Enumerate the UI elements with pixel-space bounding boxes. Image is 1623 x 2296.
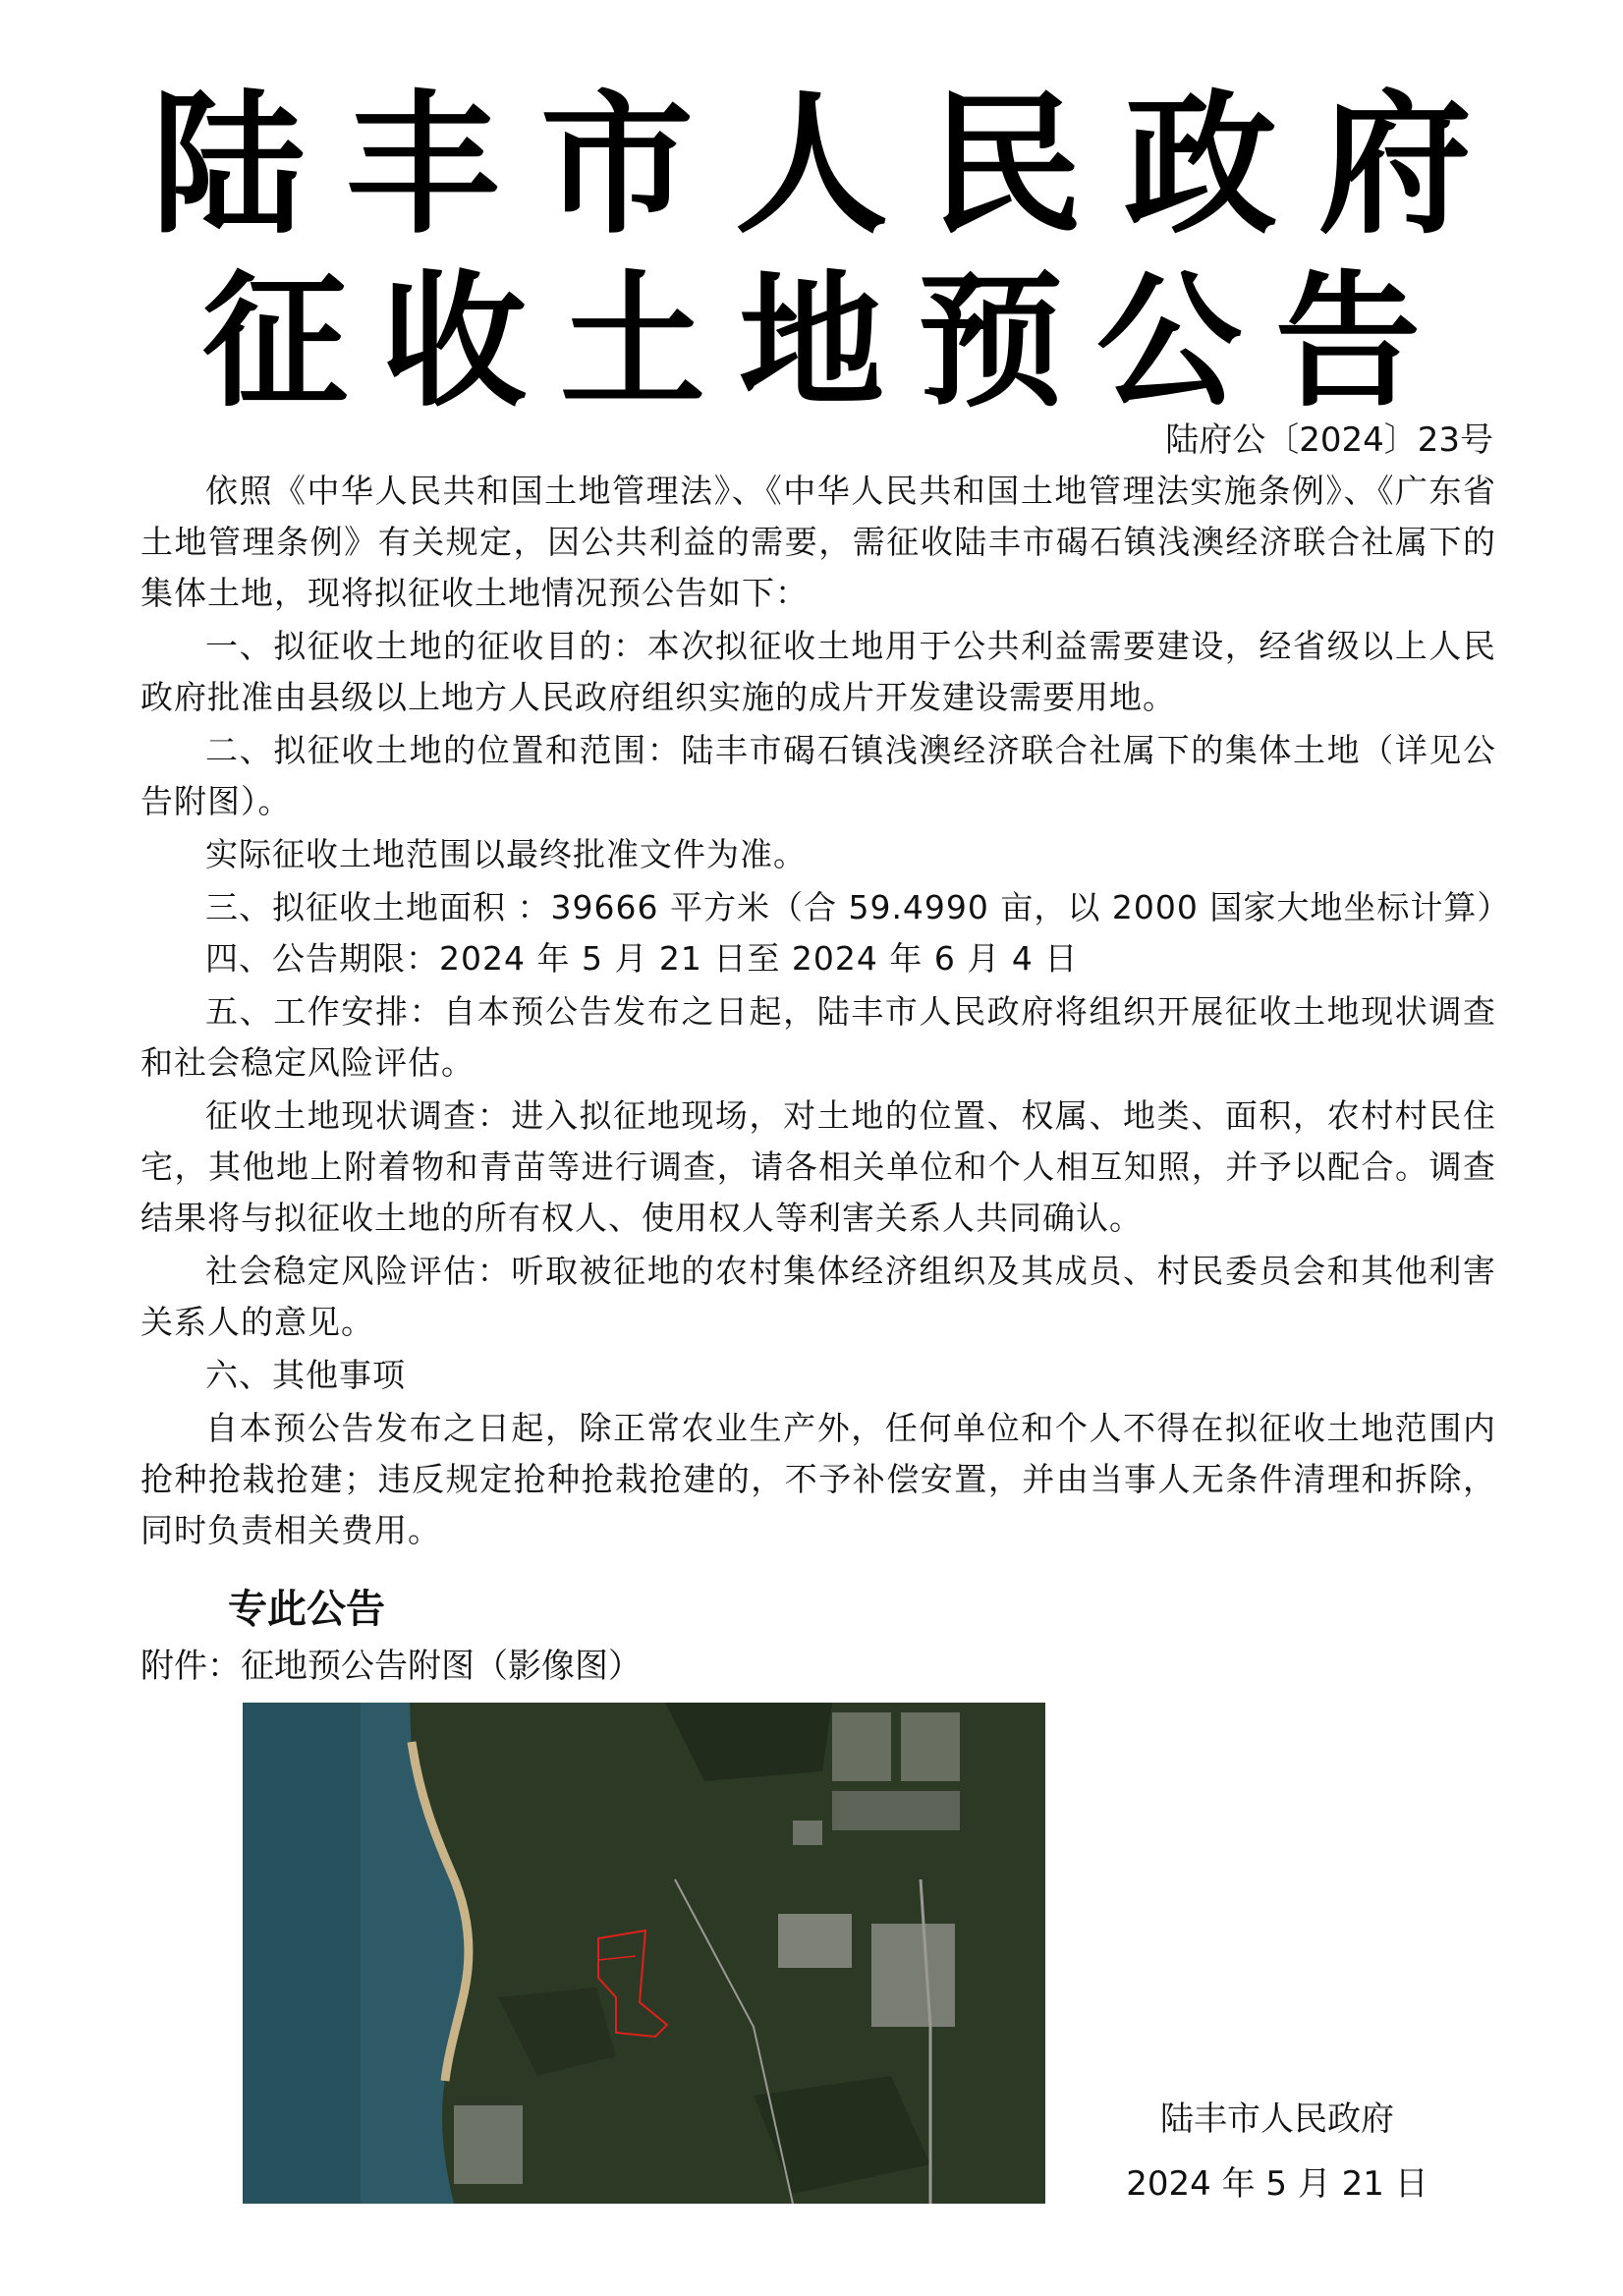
map-field: [832, 1712, 891, 1781]
satellite-map-image: [243, 1703, 1045, 2204]
notice-title-line1: 陆丰市人民政府: [151, 75, 1513, 254]
map-field: [832, 1791, 960, 1830]
paragraph-purpose: 一、拟征收土地的征收目的：本次拟征收土地用于公共利益需要建设，经省级以上人民政府批准由县级以上地方人民政府组织实施的成片开发建设需要用地。: [140, 627, 1496, 716]
map-sea-shade: [243, 1703, 361, 2204]
attachment-caption: 附件：征地预公告附图（影像图）: [140, 1647, 642, 1686]
paragraph-other-heading: 六、其他事项: [205, 1356, 406, 1394]
paragraph-legal-basis: 依照《中华人民共和国土地管理法》、《中华人民共和国土地管理法实施条例》、《广东省土地管理条例》有关规定，因公共利益的需要，需征收陆丰市碣石镇浅澳经济联合社属下的集体土地，现将拟征收土地情况预公告如下：: [140, 472, 1496, 612]
paragraph-area: 三、拟征收土地面积 ：39666 平方米（合 59.4990 亩，以 2000 国家大地坐标计算）: [205, 888, 1511, 926]
map-village: [454, 2105, 523, 2184]
paragraph-period: 四、公告期限：2024 年 5 月 21 日至 2024 年 6 月 4 日: [205, 939, 1079, 978]
map-village: [871, 1924, 955, 2027]
paragraph-arrangement: 五、工作安排：自本预公告发布之日起，陆丰市人民政府将组织开展征收土地现状调查和社会稳定风险评估。: [140, 992, 1496, 1082]
notice-title-line2: 征收土地预公告: [202, 255, 1454, 426]
map-village: [778, 1914, 852, 1968]
closing-statement: 专此公告: [228, 1586, 385, 1632]
paragraph-other-matters: 自本预公告发布之日起，除正常农业生产外，任何单位和个人不得在拟征收土地范围内抢种抢栽抢建；违反规定抢种抢栽抢建的，不予补偿安置，并由当事人无条件清理和拆除，同时负责相关费用。: [140, 1409, 1496, 1549]
paragraph-location: 二、拟征收土地的位置和范围：陆丰市碣石镇浅澳经济联合社属下的集体土地（详见公告附图）。: [140, 731, 1496, 820]
notice-body: [140, 466, 1511, 1556]
map-village: [793, 1820, 822, 1845]
document-number: 陆府公〔2024〕23号: [1165, 420, 1493, 460]
paragraph-survey: 征收土地现状调查：进入拟征地现场，对土地的位置、权属、地类、面积，农村村民住宅，其他地上附着物和青苗等进行调查，请各相关单位和个人相互知照，并予以配合。调查结果将与拟征收土地的所有权人、使用权人等利害关系人共同确认。: [140, 1096, 1496, 1237]
signature-organization: 陆丰市人民政府: [1160, 2100, 1394, 2139]
paragraph-scope-note: 实际征收土地范围以最终批准文件为准。: [205, 835, 807, 873]
paragraph-risk-assessment: 社会稳定风险评估：听取被征地的农村集体经济组织及其成员、村民委员会和其他利害关系人的意见。: [140, 1252, 1496, 1341]
signature-date: 2024 年 5 月 21 日: [1126, 2164, 1428, 2204]
map-field: [901, 1712, 960, 1781]
